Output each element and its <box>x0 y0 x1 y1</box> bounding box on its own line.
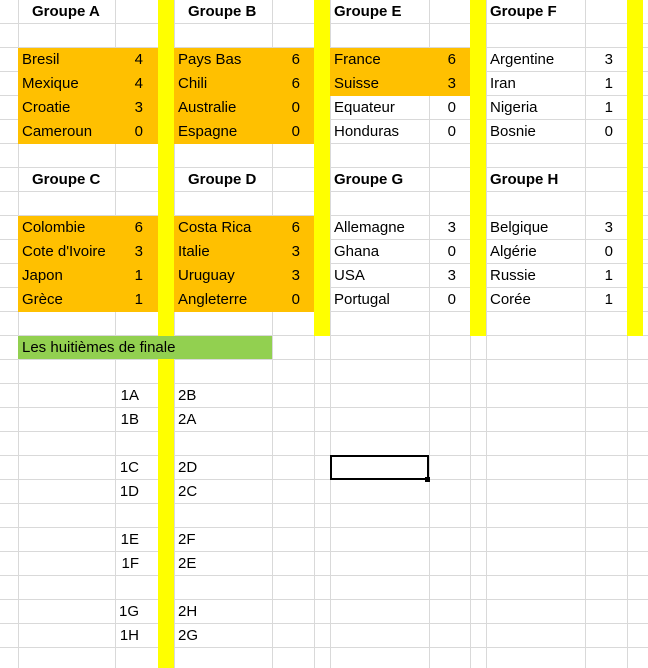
team-points[interactable]: 3 <box>291 267 300 284</box>
team-name[interactable]: Nigeria <box>490 99 538 116</box>
gridline-vertical <box>330 0 331 668</box>
team-name[interactable]: Colombie <box>22 219 86 236</box>
team-points[interactable]: 1 <box>604 99 613 116</box>
match-away[interactable]: 2E <box>178 555 197 572</box>
selected-cell[interactable] <box>330 455 429 480</box>
team-points[interactable]: 6 <box>291 219 300 236</box>
group-title[interactable]: Groupe C <box>32 171 101 188</box>
team-name[interactable]: Bresil <box>22 51 60 68</box>
team-name[interactable]: Grèce <box>22 291 63 308</box>
team-points[interactable]: 1 <box>134 291 143 308</box>
gridline-horizontal <box>0 527 648 528</box>
team-points[interactable]: 4 <box>134 51 143 68</box>
gridline-horizontal <box>0 407 648 408</box>
match-home[interactable]: 1C <box>119 459 139 476</box>
team-name[interactable]: Pays Bas <box>178 51 242 68</box>
separator-column <box>627 0 643 336</box>
team-points[interactable]: 3 <box>134 99 143 116</box>
match-away[interactable]: 2C <box>178 483 198 500</box>
team-name[interactable]: Cameroun <box>22 123 93 140</box>
match-home[interactable]: 1B <box>120 411 139 428</box>
gridline-horizontal <box>0 479 648 480</box>
match-away[interactable]: 2B <box>178 387 197 404</box>
gridline-horizontal <box>0 455 648 456</box>
team-points[interactable]: 0 <box>447 99 456 116</box>
separator-column <box>470 0 486 336</box>
match-home[interactable]: 1E <box>120 531 139 548</box>
team-points[interactable]: 6 <box>291 75 300 92</box>
team-name[interactable]: Iran <box>490 75 516 92</box>
team-name[interactable]: Cote d'Ivoire <box>22 243 106 260</box>
team-name[interactable]: Uruguay <box>178 267 235 284</box>
team-points[interactable]: 6 <box>134 219 143 236</box>
team-name[interactable]: Honduras <box>334 123 400 140</box>
team-points[interactable]: 3 <box>291 243 300 260</box>
gridline-horizontal <box>0 647 648 648</box>
match-home[interactable]: 1H <box>119 627 139 644</box>
gridline-horizontal <box>0 623 648 624</box>
team-name[interactable]: Algérie <box>490 243 537 260</box>
team-points[interactable]: 0 <box>447 123 456 140</box>
team-name[interactable]: Italie <box>178 243 210 260</box>
team-points[interactable]: 1 <box>604 267 613 284</box>
group-title[interactable]: Groupe G <box>334 171 404 188</box>
team-name[interactable]: Espagne <box>178 123 238 140</box>
match-home[interactable]: 1D <box>119 483 139 500</box>
team-name[interactable]: USA <box>334 267 365 284</box>
team-name[interactable]: Angleterre <box>178 291 248 308</box>
gridline-horizontal <box>0 359 648 360</box>
match-away[interactable]: 2D <box>178 459 198 476</box>
team-points[interactable]: 0 <box>291 123 300 140</box>
match-away[interactable]: 2H <box>178 603 198 620</box>
separator-column <box>314 0 330 336</box>
team-name[interactable]: Corée <box>490 291 531 308</box>
gridline-horizontal <box>0 383 648 384</box>
team-name[interactable]: Argentine <box>490 51 555 68</box>
team-points[interactable]: 1 <box>604 75 613 92</box>
match-home[interactable]: 1F <box>121 555 139 572</box>
team-points[interactable]: 4 <box>134 75 143 92</box>
team-name[interactable]: Costa Rica <box>178 219 252 236</box>
gridline-horizontal <box>0 503 648 504</box>
team-points[interactable]: 3 <box>604 219 613 236</box>
team-name[interactable]: Belgique <box>490 219 549 236</box>
match-away[interactable]: 2A <box>178 411 197 428</box>
team-name[interactable]: Allemagne <box>334 219 405 236</box>
gridline-horizontal <box>0 551 648 552</box>
group-title[interactable]: Groupe B <box>188 3 257 20</box>
team-points[interactable]: 6 <box>447 51 456 68</box>
team-name[interactable]: Equateur <box>334 99 395 116</box>
team-name[interactable]: Chili <box>178 75 208 92</box>
team-points[interactable]: 0 <box>291 99 300 116</box>
group-title[interactable]: Groupe E <box>334 3 402 20</box>
team-name[interactable]: France <box>334 51 381 68</box>
separator-column <box>158 0 174 668</box>
match-away[interactable]: 2G <box>178 627 199 644</box>
gridline-vertical <box>486 0 487 668</box>
gridline-horizontal <box>0 599 648 600</box>
team-name[interactable]: Portugal <box>334 291 390 308</box>
team-points[interactable]: 0 <box>604 123 613 140</box>
fill-handle[interactable] <box>425 477 430 482</box>
gridline-horizontal <box>0 431 648 432</box>
team-points[interactable]: 0 <box>447 243 456 260</box>
team-points[interactable]: 3 <box>447 219 456 236</box>
group-title[interactable]: Groupe H <box>490 171 559 188</box>
team-name[interactable]: Australie <box>178 99 237 116</box>
team-points[interactable]: 3 <box>604 51 613 68</box>
match-home[interactable]: 1A <box>120 387 139 404</box>
team-points[interactable]: 0 <box>447 291 456 308</box>
team-points[interactable]: 0 <box>604 243 613 260</box>
knockout-title[interactable]: Les huitièmes de finale <box>22 339 176 356</box>
group-title[interactable]: Groupe A <box>32 3 100 20</box>
team-points[interactable]: 1 <box>604 291 613 308</box>
group-title[interactable]: Groupe D <box>188 171 257 188</box>
team-name[interactable]: Croatie <box>22 99 71 116</box>
match-home[interactable]: 1G <box>118 603 139 620</box>
match-away[interactable]: 2F <box>178 531 196 548</box>
group-title[interactable]: Groupe F <box>490 3 557 20</box>
team-name[interactable]: Ghana <box>334 243 380 260</box>
team-name[interactable]: Bosnie <box>490 123 536 140</box>
team-points[interactable]: 3 <box>447 75 456 92</box>
team-name[interactable]: Japon <box>22 267 63 284</box>
team-points[interactable]: 1 <box>134 267 143 284</box>
team-name[interactable]: Suisse <box>334 75 380 92</box>
team-name[interactable]: Russie <box>490 267 536 284</box>
team-points[interactable]: 3 <box>447 267 456 284</box>
team-points[interactable]: 0 <box>134 123 143 140</box>
team-points[interactable]: 6 <box>291 51 300 68</box>
team-name[interactable]: Mexique <box>22 75 79 92</box>
gridline-horizontal <box>0 575 648 576</box>
team-points[interactable]: 3 <box>134 243 143 260</box>
team-points[interactable]: 0 <box>291 291 300 308</box>
